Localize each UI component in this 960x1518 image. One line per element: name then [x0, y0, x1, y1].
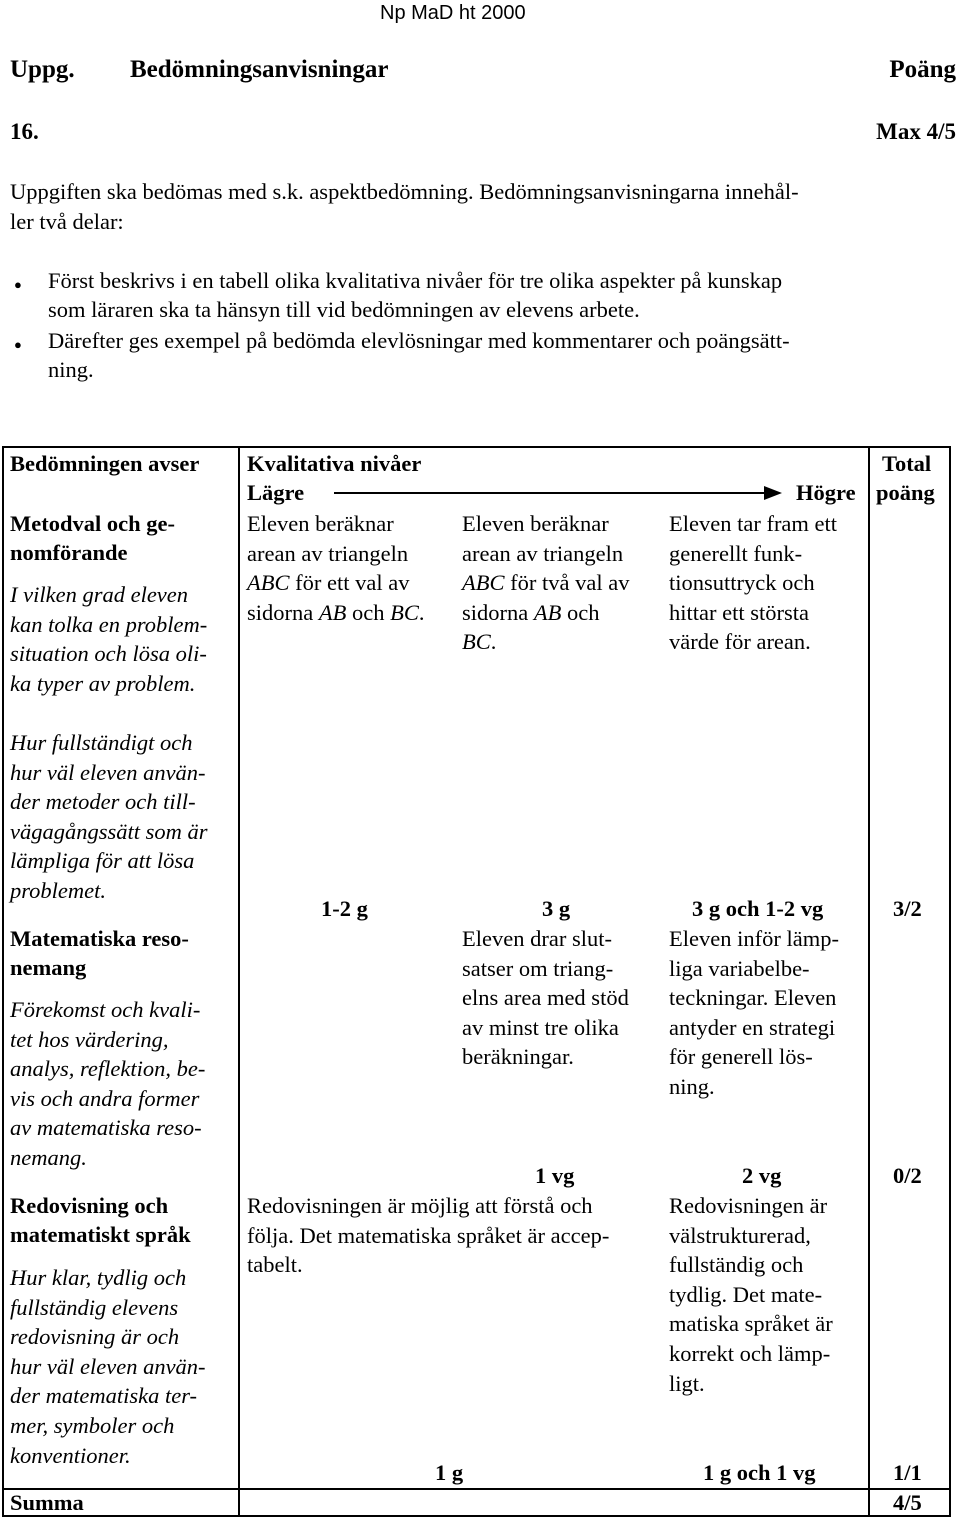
resonemang-level-2: Eleven drar slut- satser om triang- elns area med stöd av minst tre olika beräkningar. [462, 926, 629, 1070]
metodval-score-2: 3 g [542, 896, 571, 921]
redovisning-score-3: 1 g och 1 vg [703, 1460, 816, 1485]
summa-total: 4/5 [893, 1490, 922, 1515]
resonemang-score-total: 0/2 [893, 1163, 922, 1188]
scale-arrow-icon [764, 486, 782, 500]
task-number: 16. [10, 119, 39, 144]
metodval-level-2: Eleven beräknar arean av triangeln ABC för två val av sidorna AB och BC. [462, 511, 630, 655]
task-max: Max 4/5 [876, 119, 956, 144]
metodval-title-1: Metodval och ge- [10, 511, 175, 536]
resonemang-title-1: Matematiska reso- [10, 926, 189, 951]
metodval-score-3: 3 g och 1-2 vg [692, 896, 824, 921]
resonemang-title-2: nemang [10, 955, 87, 980]
resonemang-score-2: 1 vg [535, 1163, 575, 1188]
metodval-score-total: 3/2 [893, 896, 922, 921]
uppg-title: Uppg. [10, 56, 75, 83]
header-kvalitativa-nivaer: Kvalitativa nivåer [247, 451, 422, 476]
bullet-2-line-2: ning. [48, 357, 94, 382]
redovisning-score-1: 1 g [435, 1460, 464, 1485]
resonemang-desc: Förekomst och kvali- tet hos värdering, analys, reflektion, be- vis och andra former av matematiska reso- nemang. [10, 997, 206, 1170]
table-right-border [949, 446, 951, 1516]
bullet-icon: ● [14, 277, 22, 292]
poang-title: Poäng [889, 56, 956, 83]
redovisning-title-1: Redovisning och [10, 1193, 169, 1218]
document-header: Np MaD ht 2000 [380, 2, 526, 24]
metodval-level-3: Eleven tar fram ett generellt funk- tionsuttryck och hittar ett största värde för arean. [669, 511, 838, 655]
resonemang-score-3: 2 vg [742, 1163, 782, 1188]
header-poang: poäng [876, 480, 935, 505]
summa-label: Summa [10, 1490, 84, 1515]
metodval-desc: I vilken grad eleven kan tolka en problem- situation och lösa oli- ka typer av problem. [10, 582, 208, 696]
redovisning-level-3: Redovisningen är välstrukturerad, fullständig och tydlig. Det mate- matiska språket är korrekt och lämp- ligt. [669, 1193, 833, 1396]
table-total-divider [868, 446, 870, 1516]
intro-line-1: Uppgiften ska bedömas med s.k. aspektbedömning. Bedömningsanvisningarna innehål- [10, 179, 799, 204]
header-lagre: Lägre [247, 480, 305, 505]
redovisning-level-1: Redovisningen är möjlig att förstå och följa. Det matematiska språket är accep- tabelt. [247, 1193, 610, 1278]
table-bottom-border [2, 1515, 951, 1517]
bullet-2-line-1: Därefter ges exempel på bedömda elevlösningar med kommentarer och poängsätt- [48, 328, 790, 353]
header-hogre: Högre [796, 480, 856, 505]
bullet-icon: ● [14, 337, 22, 352]
resonemang-level-3: Eleven inför lämp- liga variabelbe- teckningar. Eleven antyder en strategi för generell lös- ning. [669, 926, 839, 1099]
metodval-desc-2: Hur fullständigt och hur väl eleven använ- der metoder och till- vägagångssätt som är lämpliga för att lösa problemet. [10, 730, 208, 903]
intro-line-2: ler två delar: [10, 209, 124, 234]
scale-arrow-line [334, 492, 766, 494]
metodval-level-1: Eleven beräknar arean av triangeln ABC för ett val av sidorna AB och BC. [247, 511, 425, 625]
table-col-divider [238, 446, 240, 1516]
redovisning-title-2: matematiskt språk [10, 1222, 191, 1247]
bullet-1-line-1: Först beskrivs i en tabell olika kvalitativa nivåer för tre olika aspekter på kunskap [48, 268, 783, 293]
bullet-1-line-2: som läraren ska ta hänsyn till vid bedömningen av elevens arbete. [48, 297, 640, 322]
metodval-score-1: 1-2 g [321, 896, 368, 921]
redovisning-desc: Hur klar, tydlig och fullständig elevens redovisning är och hur väl eleven använ- der matematiska ter- mer, symboler och konventioner. [10, 1265, 206, 1468]
bedomning-title: Bedömningsanvisningar [130, 56, 389, 83]
header-total: Total [882, 451, 932, 476]
table-left-border [2, 446, 4, 1516]
table-top-border [2, 446, 951, 448]
header-bedomning-avser: Bedömningen avser [10, 451, 200, 476]
metodval-title-2: nomförande [10, 540, 128, 565]
table-summa-divider [2, 1488, 951, 1490]
redovisning-score-total: 1/1 [893, 1460, 922, 1485]
